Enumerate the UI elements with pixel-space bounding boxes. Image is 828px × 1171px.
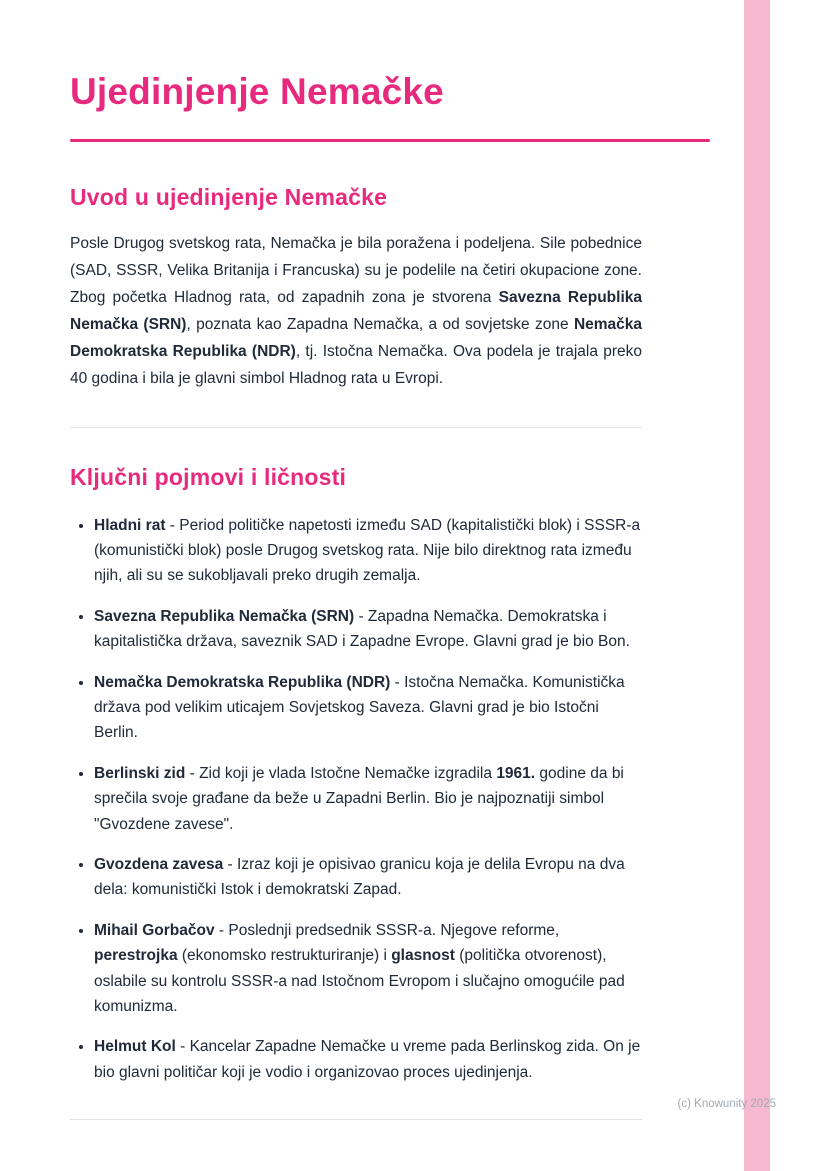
text-segment: - Kancelar Zapadne Nemačke u vreme pada Berlinskog zida. On je bio glavni političar koji je vodio i organizovao proces ujedinjenja. [94,1038,641,1081]
section-heading-intro: Uvod u ujedinjenje Nemačke [70,183,388,210]
section-divider-bottom [70,1119,642,1120]
section-terms [70,463,641,1086]
bold-text-segment: Gvozdena zavesa [94,855,224,873]
bold-text-segment: glasnost [391,947,455,965]
section-divider-top [70,427,642,428]
text-segment: godine da bi sprečila svoje građane da beže u Zapadni Berlin. Bio je najpoznatiji simbol "Gvozdene zavese". [94,764,624,833]
text-segment: - Poslednji predsednik SSSR-a. Njegove reforme, [214,921,560,939]
term-list-item [94,761,642,837]
section-heading-terms: Ključni pojmovi i ličnosti [70,463,347,490]
text-segment: - Izraz koji je opisivao granicu koja je delila Evropu na dva dela: komunistički Istok i demokratski Zapad. [94,855,625,899]
section-intro [70,183,643,393]
page-title: Ujedinjenje Nemačke [70,71,444,112]
footer-copyright: (c) Knowunity 2025 [677,1098,776,1110]
text-segment: - Zapadna Nemačka. Demokratska i kapitalistička država, saveznik SAD i Zapadne Evrope. Glavni grad je bio Bon. [94,607,630,651]
bold-text-segment: Hladni rat [94,516,166,534]
page-edge-stripe [744,0,770,1171]
bold-text-segment: 1961. [496,764,536,782]
text-segment: , poznata kao Zapadna Nemačka, a od sovjetske zone [186,315,574,333]
text-segment: - Istočna Nemačka. Komunistička država pod velikim uticajem Sovjetskog Saveza. Glavni grad je bio Istočni Berlin. [94,673,625,742]
term-list-item [94,918,642,1020]
bold-text-segment: Nemačka Demokratska Republika (NDR) [70,315,643,360]
term-list-item [94,670,642,746]
text-segment: Posle Drugog svetskog rata, Nemačka je bila poražena i podeljena. Sile pobednice (SAD, SSSR, Velika Britanija i Francuska) su je podelile na četiri okupacione zone. Zbog početka Hladnog rata, od zapadnih zona je stvorena [70,234,642,306]
text-segment: - Zid koji je vlada Istočne Nemačke izgradila [185,764,497,782]
bold-text-segment: Savezna Republika Nemačka (SRN) [94,607,355,625]
title-underline-rule [70,139,710,142]
bold-text-segment: Mihail Gorbačov [94,921,215,939]
intro-paragraph [70,231,642,393]
bold-text-segment: Berlinski zid [94,764,186,782]
term-list-item [94,1034,642,1085]
bold-text-segment: perestrojka [94,947,178,965]
text-segment: - Period političke napetosti između SAD (kapitalistički blok) i SSSR-a (komunistički blok) posle Drugog svetskog rata. Nije bilo direktnog rata između njih, ali su se sukobljavali preko drugih zemalja. [94,516,641,585]
text-segment: , tj. Istočna Nemačka. Ova podela je trajala preko 40 godina i bila je glavni simbol Hladnog rata u Evropi. [70,342,642,387]
term-list-item [94,604,642,655]
bold-text-segment: Helmut Kol [94,1038,176,1056]
term-list-item [94,852,642,903]
bold-text-segment: Savezna Republika Nemačka (SRN) [70,288,642,333]
bold-text-segment: Nemačka Demokratska Republika (NDR) [94,673,391,691]
terms-list [70,513,642,1086]
term-list-item [94,513,642,589]
text-segment: (politička otvorenost), oslabile su kontrolu SSSR-a nad Istočnom Evropom i slučajno omogućile pad komunizma. [94,947,625,1015]
text-segment: (ekonomsko restrukturiranje) i [177,947,392,965]
